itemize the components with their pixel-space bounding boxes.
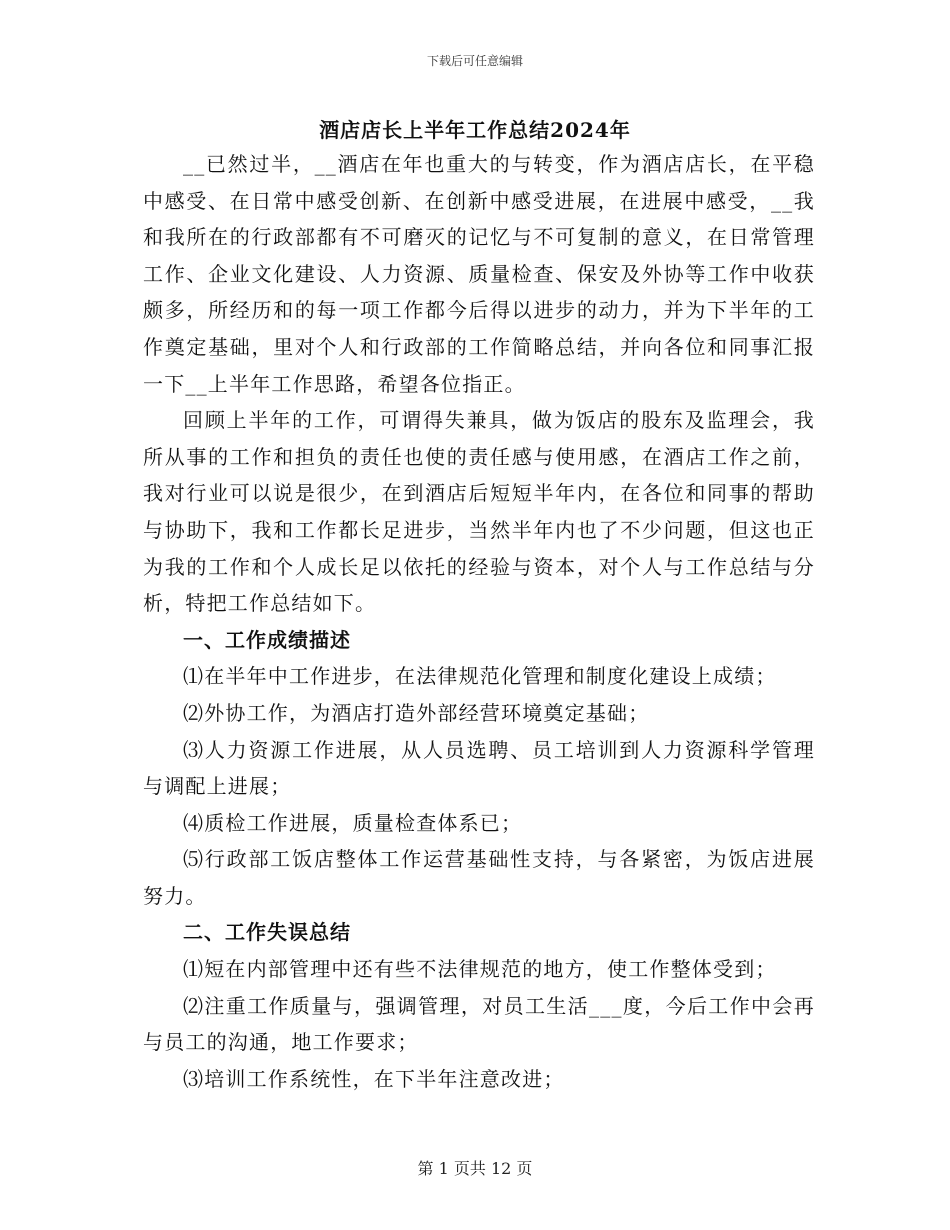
list-item: ⑷质检工作进展，质量检查体系已；	[183, 810, 523, 835]
page-footer: 第 1 页共 12 页	[417, 1159, 533, 1178]
document-title: 酒店店长上半年工作总结2024年	[319, 118, 631, 142]
document-body	[143, 146, 815, 1097]
list-item: ⑶培训工作系统性，在下半年注意改进；	[183, 1066, 565, 1091]
list-item: ⑴在半年中工作进步，在法律规范化管理和制度化建设上成绩；	[183, 664, 777, 689]
list-item: ⑶人力资源工作进展，从人员选聘、员工培训到人力资源科学管理与调配上进展；	[143, 737, 815, 799]
page-header: 下载后可任意编辑	[426, 54, 523, 68]
review-paragraph: 回顾上半年的工作，可谓得失兼具，做为饭店的股东及监理会，我所从事的工作和担负的责任也使的责任感与使用感，在酒店工作之前，我对行业可以说是很少，在到酒店后短短半年内，在各位和同事的帮助与协助下，我和工作都长足进步，当然半年内也了不少问题，但这也正为我的工作和个人成长足以依托的经验与资本，对个人与工作总结与分析，特把工作总结如下。	[143, 408, 815, 616]
intro-paragraph: __已然过半，__酒店在年也重大的与转变，作为酒店店长，在平稳中感受、在日常中感受创新、在创新中感受进展，在进展中感受，__我和我所在的行政部都有不可磨灭的记忆与不可复制的意义，在日常管理工作、企业文化建设、人力资源、质量检查、保安及外协等工作中收获颇多，所经历和的每一项工作都今后得以进步的动力，并为下半年的工作奠定基础，里对个人和行政部的工作简略总结，并向各位和同事汇报一下__上半年工作思路，希望各位指正。	[143, 152, 815, 396]
list-item: ⑵外协工作，为酒店打造外部经营环境奠定基础；	[183, 700, 650, 725]
list-item: ⑴短在内部管理中还有些不法律规范的地方，使工作整体受到；	[183, 957, 777, 982]
section-heading-achievements: 一、工作成绩描述	[183, 627, 351, 652]
list-item: ⑸行政部工饭店整体工作运营基础性支持，与各紧密，为饭店进展努力。	[143, 847, 815, 908]
section-heading-mistakes: 二、工作失误总结	[183, 920, 351, 945]
list-item: ⑵注重工作质量与，强调管理，对员工生活___度，今后工作中会再与员工的沟通，地工作要求；	[143, 993, 815, 1055]
